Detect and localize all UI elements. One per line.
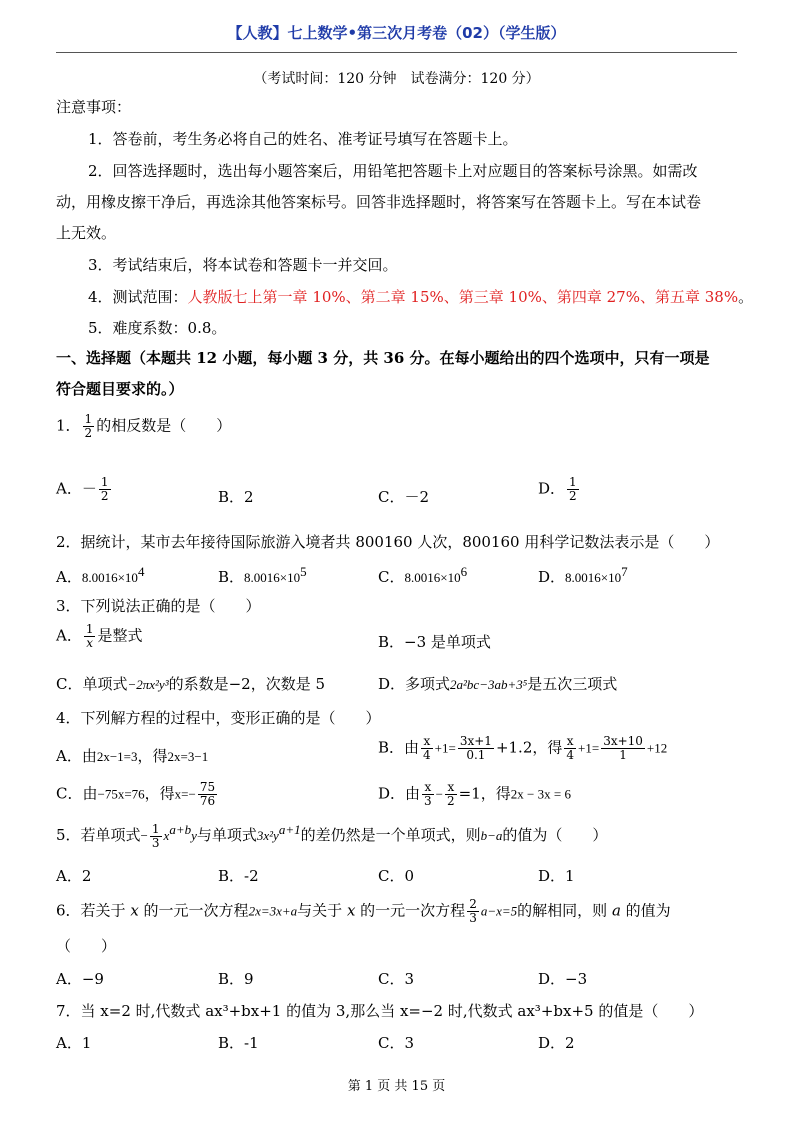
question-7: 7．当 x=2 时,代数式 ax³+bx+1 的值为 3,那么当 x=−2 时,代数式 ax³+bx+5 的值是（ ） [56, 1002, 704, 1020]
q7-option-c[interactable]: C．3 [378, 1034, 415, 1052]
question-5: 5．若单项式− $\frac{1}{3}$ $x^{a+b}y$与单项式$3x^2y^{a+1}$的差仍然是一个单项式，则b−a的值为（ ） [56, 821, 608, 850]
question-6-blank: （ ） [56, 937, 117, 955]
note-2-line-2: 动，用橡皮擦干净后，再选涂其他答案标号。回答非选择题时，将答案写在答题卡上。写在本试卷 [56, 193, 702, 211]
q6-option-b[interactable]: B．9 [218, 970, 254, 988]
exam-info: （考试时间：120 分钟 试卷满分：120 分） [253, 71, 540, 87]
q1-option-c[interactable]: C．－2 [378, 488, 430, 506]
q1-option-b[interactable]: B．2 [218, 488, 254, 506]
q3-option-b[interactable]: B．−3 是单项式 [378, 633, 491, 651]
q2-option-d[interactable]: D．$8.0016\times 10^7$ [538, 564, 628, 586]
test-range: 人教版七上第一章 10%、第二章 15%、第三章 10%、第四章 27%、第五章 38% [187, 288, 739, 306]
q3-option-a[interactable]: A． $\frac{1}{x}$ 是整式 [56, 622, 143, 650]
q6-option-a[interactable]: A．−9 [56, 970, 104, 988]
header-divider [56, 52, 737, 53]
q7-option-a[interactable]: A．1 [56, 1034, 92, 1052]
q1-option-d[interactable]: D． $\frac{1}{2}$ [538, 475, 577, 503]
q3-option-d[interactable]: D．多项式2a²bc−3ab+3⁵是五次三项式 [378, 675, 618, 693]
q5-option-c[interactable]: C．0 [378, 867, 415, 885]
q2-option-a[interactable]: A．$8.0016\times 10^4$ [56, 564, 145, 586]
section-heading-line-1: 一、选择题（本题共 12 小题，每小题 3 分，共 36 分。在每小题给出的四个选项中，只有一项是 [56, 349, 710, 367]
note-3: 3．考试结束后，将本试卷和答题卡一并交回。 [88, 256, 398, 274]
section-heading-line-2: 符合题目要求的。） [56, 380, 184, 398]
question-6: 6．若关于 x 的一元一次方程2x=3x+a与关于 x 的一元一次方程 $\frac{2}{3}$ a−x=5的解相同，则 a 的值为 [56, 897, 671, 925]
question-3: 3．下列说法正确的是（ ） [56, 597, 261, 615]
q4-option-b[interactable]: B．由 $\frac{x}{4}$ +1= $\frac{3x+1}{0.1}$ +1.2，得 $\frac{x}{4}$ +1= $\frac{3x+10}{1}$ +12 [378, 734, 668, 762]
note-2-line-1: 2．回答选择题时，选出每小题答案后，用铅笔把答题卡上对应题目的答案标号涂黑。如需改 [88, 162, 698, 180]
note-4: 4．测试范围：人教版七上第一章 10%、第二章 15%、第三章 10%、第四章 27%、第五章 38%。 [88, 288, 754, 306]
q4-option-a[interactable]: A．由2x−1=3，得2x=3−1 [56, 747, 209, 765]
page-footer: 第 1 页 共 15 页 [347, 1079, 446, 1094]
q5-option-b[interactable]: B．-2 [218, 867, 259, 885]
q6-option-d[interactable]: D．−3 [538, 970, 588, 988]
page-header-title: 【人教】七上数学•第三次月考卷（02）（学生版） [227, 24, 566, 42]
q5-option-d[interactable]: D．1 [538, 867, 575, 885]
q6-option-c[interactable]: C．3 [378, 970, 415, 988]
q2-option-c[interactable]: C．$8.0016\times 10^6$ [378, 564, 468, 586]
q4-option-c[interactable]: C．由−75x=76，得x=− $\frac{75}{76}$ [56, 780, 216, 808]
question-4: 4．下列解方程的过程中，变形正确的是（ ） [56, 709, 381, 727]
note-2-line-3: 上无效。 [56, 224, 117, 242]
q2-option-b[interactable]: B．$8.0016\times 10^5$ [218, 564, 307, 586]
q4-option-d[interactable]: D．由 $\frac{x}{3}$ − $\frac{x}{2}$ =1，得2x − 3x = 6 [378, 780, 571, 808]
q5-option-a[interactable]: A．2 [56, 867, 92, 885]
note-5: 5．难度系数：0.8。 [88, 319, 227, 337]
notes-heading: 注意事项： [56, 98, 132, 116]
question-2: 2．据统计，某市去年接待国际旅游入境者共 800160 人次，800160 用科学记数法表示是（ ） [56, 533, 720, 551]
note-1: 1．答卷前，考生务必将自己的姓名、准考证号填写在答题卡上。 [88, 130, 518, 148]
question-1: 1． $\frac{1}{2}$ 的相反数是（ ） [56, 412, 232, 440]
q3-option-c[interactable]: C．单项式−2πx²y³的系数是−2，次数是 5 [56, 675, 326, 693]
q1-option-a[interactable]: A．－ $\frac{1}{2}$ [56, 475, 109, 503]
q7-option-d[interactable]: D．2 [538, 1034, 575, 1052]
q7-option-b[interactable]: B．-1 [218, 1034, 259, 1052]
